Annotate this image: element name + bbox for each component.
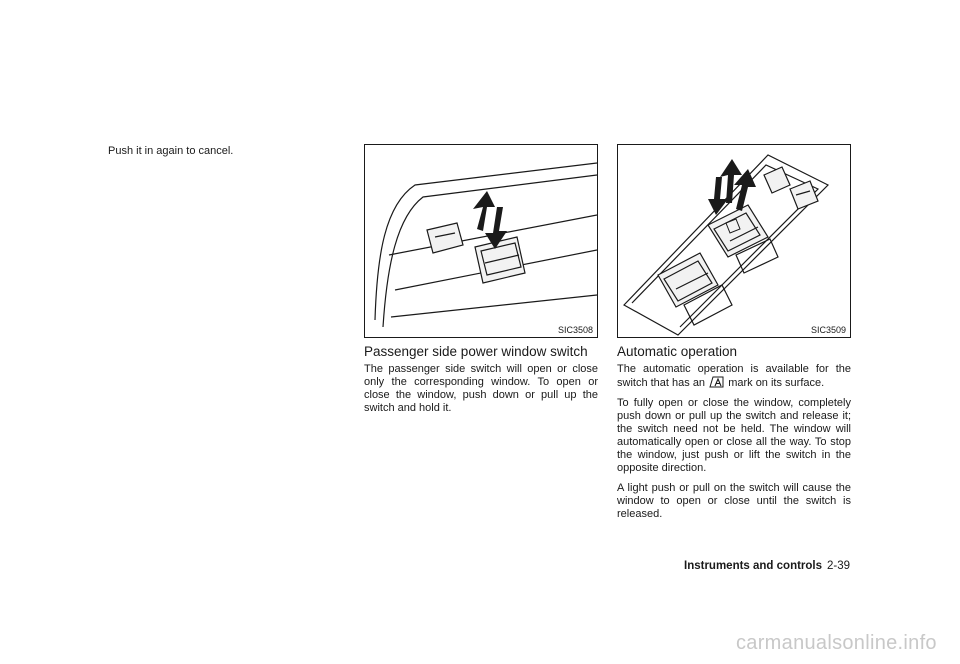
arrow-up-icon	[720, 159, 756, 211]
figure-driver-switch	[617, 144, 851, 338]
intro-text: Push it in again to cancel.	[108, 145, 234, 157]
figure-code: SIC3508	[557, 325, 593, 335]
automatic-para-1-before: The automatic operation is available for the switch that has an	[617, 363, 851, 389]
passenger-body: The passenger side switch will open or close only the corresponding window. To open or close the window, push down or pull up the switch and hold it.	[364, 363, 598, 414]
passenger-heading: Passenger side power window switch	[364, 344, 588, 359]
footer-page-number: 2-39	[827, 560, 851, 572]
automatic-para-3: A light push or pull on the switch will cause the window to open or close until the switch is released.	[617, 482, 851, 520]
automatic-para-1	[617, 363, 851, 390]
automatic-para-2: To fully open or close the window, completely push down or pull up the switch and release it; the switch need not be held. The window will automatically open or close all the way. To stop the window, just push or lift the switch in the opposite direction.	[617, 397, 851, 474]
automatic-body	[617, 363, 851, 528]
footer-section-title: Instruments and controls	[684, 560, 823, 572]
automatic-heading: Automatic operation	[617, 344, 738, 359]
watermark: carmanualsonline.info	[736, 632, 937, 654]
automatic-para-1-after: mark on its surface.	[728, 377, 825, 389]
passenger-switch-illustration	[365, 145, 597, 337]
arrow-up-icon	[473, 191, 495, 231]
figure-passenger-switch	[364, 144, 598, 338]
a-auto-icon	[709, 376, 724, 388]
driver-switch-illustration	[618, 145, 850, 337]
figure-code: SIC3509	[810, 325, 846, 335]
arrow-down-icon	[708, 177, 728, 215]
